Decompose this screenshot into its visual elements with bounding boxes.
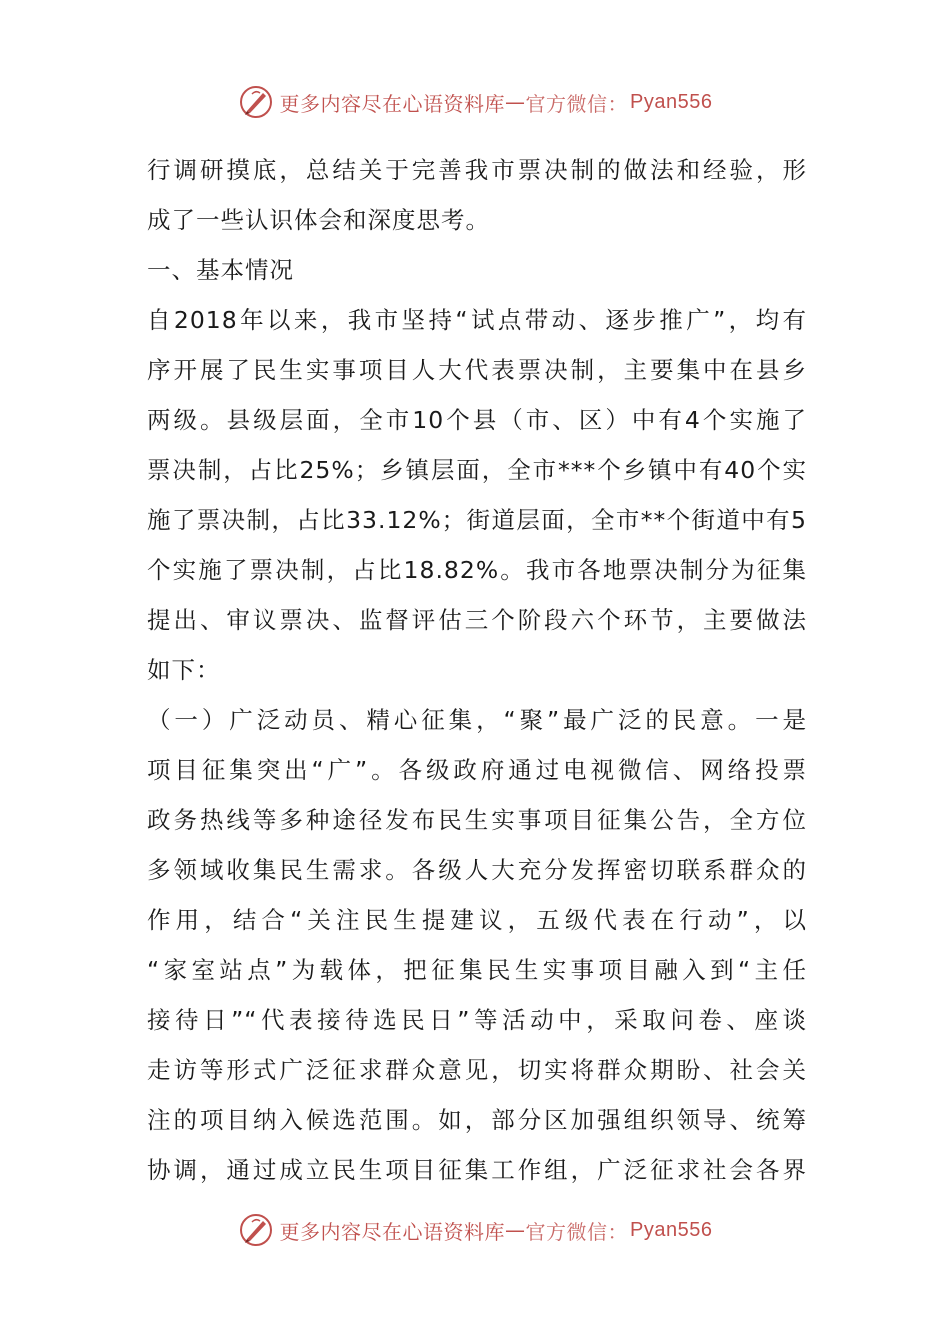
text-line: 一、基本情况 [147,256,294,284]
text-line: 施了票决制，占比33.12%；街道层面，全市**个街道中有5 [147,506,807,534]
text-line: 两级。县级层面，全市10个县（市、区）中有4个实施了 [147,406,807,434]
text-line: 行调研摸底，总结关于完善我市票决制的做法和经验，形 [147,156,807,184]
text-line: 如下： [147,656,221,684]
text-line: 成了一些认识体会和深度思考。 [147,206,490,234]
watermark-separator: — [505,1218,526,1242]
text-line: 政务热线等多种途径发布民生实事项目征集公告，全方位 [147,806,807,834]
text-line: （一）广泛动员、精心征集，“聚”最广泛的民意。一是 [147,706,807,734]
text-line: 票决制，占比25%；乡镇层面，全市***个乡镇中有40个实 [147,456,807,484]
header-watermark [0,82,950,122]
watermark-wechat-id: Pyan556 [630,90,713,113]
pen-logo-icon [238,1212,274,1248]
text-line: 自2018年以来，我市坚持“试点带动、逐步推广”，均有 [147,306,807,334]
text-line: 序开展了民生实事项目人大代表票决制，主要集中在县乡 [147,356,807,384]
watermark-wechat-label: 官方微信： [525,1219,629,1244]
watermark-main: 更多内容尽在心语资料库 [279,1219,506,1244]
watermark-text [280,88,713,117]
watermark-text [280,1216,713,1245]
document-body [147,145,807,1195]
text-line: 项目征集突出“广”。各级政府通过电视微信、网络投票 [147,756,807,784]
pen-logo-icon [238,84,274,120]
text-line: 多领域收集民生需求。各级人大充分发挥密切联系群众的 [147,856,807,884]
watermark-wechat-id: Pyan556 [630,1218,713,1241]
watermark-wechat-label: 官方微信： [525,91,629,116]
text-line: 协调，通过成立民生项目征集工作组，广泛征求社会各界 [147,1156,807,1184]
text-line: 提出、审议票决、监督评估三个阶段六个环节，主要做法 [147,606,807,634]
text-line: “家室站点”为载体，把征集民生实事项目融入到“主任 [147,956,807,984]
text-line: 走访等形式广泛征求群众意见，切实将群众期盼、社会关 [147,1056,807,1084]
text-line: 注的项目纳入候选范围。如，部分区加强组织领导、统筹 [147,1106,807,1134]
footer-watermark [0,1210,950,1250]
text-line: 个实施了票决制，占比18.82%。我市各地票决制分为征集 [147,556,807,584]
text-line: 接待日”“代表接待选民日”等活动中，采取问卷、座谈 [147,1006,807,1034]
watermark-main: 更多内容尽在心语资料库 [279,91,506,116]
text-line: 作用，结合“关注民生提建议，五级代表在行动”，以 [147,906,807,934]
watermark-separator: — [505,90,526,114]
